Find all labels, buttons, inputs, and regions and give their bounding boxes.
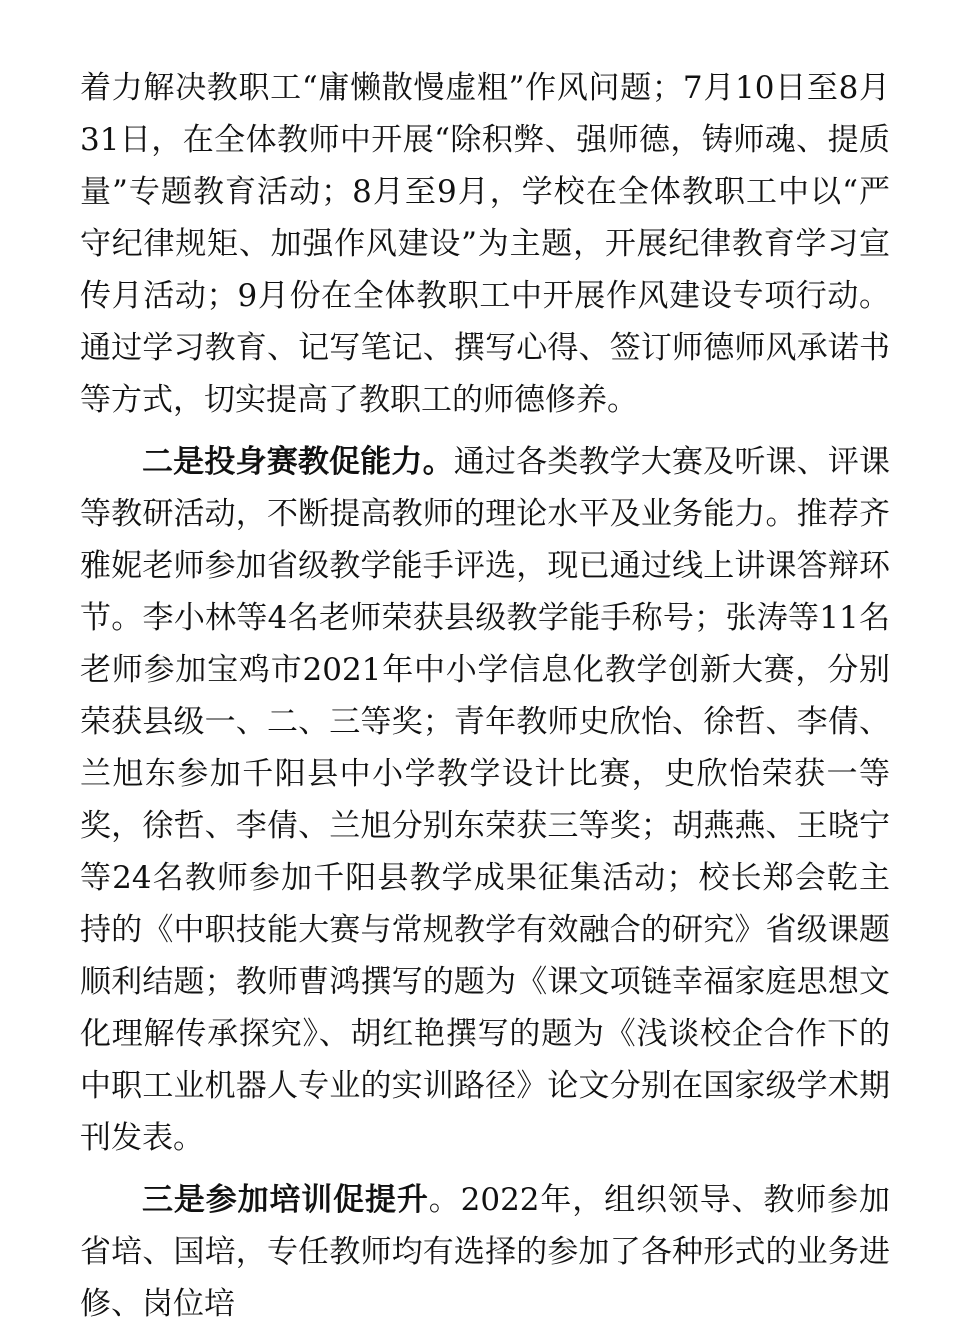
body-text: [80, 62, 890, 1330]
paragraph-lead: 二是投身赛教促能力。: [142, 444, 454, 480]
paragraph-lead: 三是参加培训促提升: [142, 1182, 429, 1218]
paragraph-teaching-competition: [80, 436, 890, 1164]
paragraph-text: 通过各类教学大赛及听课、评课等教研活动，不断提高教师的理论水平及业务能力。推荐齐雅妮老师参加省级教学能手评选，现已通过线上讲课答辩环节。李小林等4名老师荣获县级教学能手称号；张涛等11名老师参加宝鸡市2021年中小学信息化教学创新大赛，分别荣获县级一、二、三等奖；青年教师史欣怡、徐哲、李倩、兰旭东参加千阳县中小学教学设计比赛，史欣怡荣获一等奖，徐哲、李倩、兰旭分别东荣获三等奖；胡燕燕、王晓宁等24名教师参加千阳县教学成果征集活动；校长郑会乾主持的《中职技能大赛与常规教学有效融合的研究》省级课题顺利结题；教师曹鸿撰写的题为《课文项链幸福家庭思想文化理解传承探究》、胡红艳撰写的题为《浅谈校企合作下的中职工业机器人专业的实训路径》论文分别在国家级学术期刊发表。: [80, 444, 891, 1156]
paragraph-training: [80, 1174, 890, 1330]
paragraph-continuation: [80, 62, 890, 426]
paragraph-text: 。2022年，组织领导、教师参加省培、国培，专任教师均有选择的参加了各种形式的业务进修、岗位培: [80, 1182, 890, 1322]
paragraph-text: 着力解决教职工“庸懒散慢虚粗”作风问题；7月10日至8月31日，在全体教师中开展“除积弊、强师德，铸师魂、提质量”专题教育活动；8月至9月，学校在全体教职工中以“严守纪律规矩、加强作风建设”为主题，开展纪律教育学习宣传月活动；9月份在全体教职工中开展作风建设专项行动。通过学习教育、记写笔记、撰写心得、签订师德师风承诺书等方式，切实提高了教职工的师德修养。: [80, 70, 890, 418]
